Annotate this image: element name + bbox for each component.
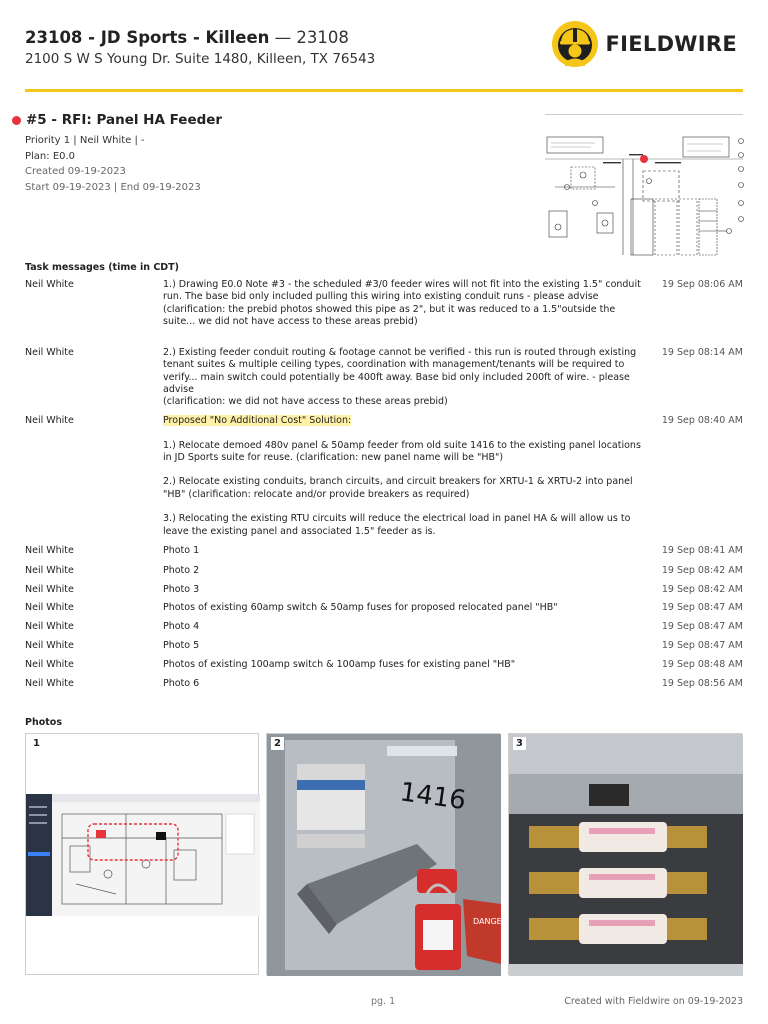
message-time: 19 Sep 08:47 AM xyxy=(661,640,743,651)
message-body: Photo 4 xyxy=(163,621,200,632)
message-time: 19 Sep 08:48 AM xyxy=(661,659,743,670)
photos-heading: Photos xyxy=(25,717,62,728)
message-body: Photos of existing 60amp switch & 50amp fuses for proposed relocated panel "HB" xyxy=(163,602,558,613)
message-author: Neil White xyxy=(25,602,74,613)
highlighted-text: Proposed "No Additional Cost" Solution: xyxy=(163,415,352,426)
message-author: Neil White xyxy=(25,659,74,670)
message-author: Neil White xyxy=(25,415,74,426)
message-line: 3.) Relocating the existing RTU circuits will reduce the electrical load in panel HA & will allow us to leave the existing panel and associated 1.5" feeder as is. xyxy=(163,513,631,537)
report-header xyxy=(25,28,743,90)
message-author: Neil White xyxy=(25,621,74,632)
rfi-location-pin xyxy=(640,155,648,163)
hardhat-worker-icon xyxy=(551,20,599,68)
project-number: 23108 xyxy=(296,28,349,47)
project-title: 23108 - JD Sports - Killeen xyxy=(25,28,270,47)
message-row xyxy=(25,584,743,598)
fieldwire-logo xyxy=(551,20,737,68)
project-separator: — xyxy=(269,28,297,47)
message-row xyxy=(25,659,743,673)
panel-handwritten-label: 1416 xyxy=(398,777,468,817)
message-author: Neil White xyxy=(25,545,74,556)
footer-note: Created with Fieldwire on 09-19-2023 xyxy=(564,996,743,1007)
task-plan: Plan: E0.0 xyxy=(25,150,76,162)
task-dates: Start 09-19-2023 | End 09-19-2023 xyxy=(25,181,201,193)
message-author: Neil White xyxy=(25,279,74,290)
fuses-photo xyxy=(509,734,743,976)
message-row xyxy=(25,640,743,654)
photo-card[interactable] xyxy=(508,733,742,975)
message-author: Neil White xyxy=(25,584,74,595)
message-line: (clarification: the prebid photos showed this pipe as 2", but it was reduced to a 1.5"outside the suite... we did not have access to these areas prebid) xyxy=(163,303,616,327)
brand-name: FIELDWIRE xyxy=(605,32,737,56)
message-line: 2.) Existing feeder conduit routing & footage cannot be verified - this run is routed through existing tenant suites & multiple ceiling types, coordination with management/tenants will be required to verify... main switch could potentially be 400ft away. Base bid only included 200ft of wire. - please advise xyxy=(163,347,637,395)
message-author: Neil White xyxy=(25,678,74,689)
page-number: pg. 1 xyxy=(371,996,396,1007)
photo-card[interactable] xyxy=(25,733,259,975)
message-author: Neil White xyxy=(25,565,74,576)
message-body: Photo 1 xyxy=(163,545,200,556)
task-status-dot xyxy=(12,116,21,125)
message-time: 19 Sep 08:41 AM xyxy=(661,545,743,556)
photo-number: 1 xyxy=(30,737,43,750)
message-body: Photo 2 xyxy=(163,565,200,576)
message-time: 19 Sep 08:40 AM xyxy=(661,415,743,426)
task-priority: Priority 1 | Neil White | - xyxy=(25,135,145,146)
message-time: 19 Sep 08:14 AM xyxy=(661,347,743,358)
header-rule xyxy=(25,89,743,92)
task-summary xyxy=(12,112,532,195)
message-line: (clarification: we did not have access to these areas prebid) xyxy=(163,396,448,408)
message-line: 1.) Drawing E0.0 Note #3 - the scheduled #3/0 feeder wires will not fit into the existing 1.5" conduit run. The base bid only included pulling this wiring into existing conduit runs - please advise xyxy=(163,279,641,303)
message-body: Photo 6 xyxy=(163,678,200,689)
message-line: 2.) Relocate existing conduits, branch circuits, and circuit breakers for XRTU-1 & XRTU-2 into panel "HB" (clarification: relocate and/or provide breakers as required) xyxy=(163,476,633,500)
message-author: Neil White xyxy=(25,347,74,358)
message-body: Photo 3 xyxy=(163,584,200,595)
message-time: 19 Sep 08:42 AM xyxy=(661,565,743,576)
plan-thumbnail xyxy=(545,114,743,256)
task-meta xyxy=(25,133,532,195)
message-line: 1.) Relocate demoed 480v panel & 50amp feeder from old suite 1416 to the existing panel locations in JD Sports suite for reuse. (clarification: new panel name will be "HB") xyxy=(163,439,641,463)
message-body: Photos of existing 100amp switch & 100amp fuses for existing panel "HB" xyxy=(163,659,516,670)
message-time: 19 Sep 08:56 AM xyxy=(661,678,743,689)
message-row xyxy=(25,678,743,692)
message-body: Photo 5 xyxy=(163,640,200,651)
danger-tag-text: DANGER xyxy=(473,917,508,926)
task-title-row xyxy=(12,112,532,128)
message-row xyxy=(25,621,743,635)
photo-number: 3 xyxy=(513,737,526,750)
disconnect-switch-photo xyxy=(267,734,508,976)
message-time: 19 Sep 08:42 AM xyxy=(661,584,743,595)
message-row xyxy=(25,602,743,616)
message-row xyxy=(25,347,743,411)
photo-number: 2 xyxy=(271,737,284,750)
message-body xyxy=(163,279,645,328)
message-time: 19 Sep 08:06 AM xyxy=(661,279,743,290)
message-time: 19 Sep 08:47 AM xyxy=(661,602,743,613)
message-row xyxy=(25,545,743,559)
screenshot-photo xyxy=(26,734,260,976)
task-created: Created 09-19-2023 xyxy=(25,166,126,177)
floor-plan-drawing xyxy=(545,115,743,257)
message-time: 19 Sep 08:47 AM xyxy=(661,621,743,632)
message-row xyxy=(25,415,743,543)
photo-card[interactable] xyxy=(266,733,508,975)
message-row xyxy=(25,565,743,579)
project-address: 2100 S W S Young Dr. Suite 1480, Killeen, TX 76543 xyxy=(25,51,376,67)
message-body xyxy=(163,347,645,408)
message-row xyxy=(25,279,743,343)
message-body xyxy=(163,415,645,538)
message-author: Neil White xyxy=(25,640,74,651)
task-title: #5 - RFI: Panel HA Feeder xyxy=(26,112,223,128)
messages-heading: Task messages (time in CDT) xyxy=(25,262,180,273)
